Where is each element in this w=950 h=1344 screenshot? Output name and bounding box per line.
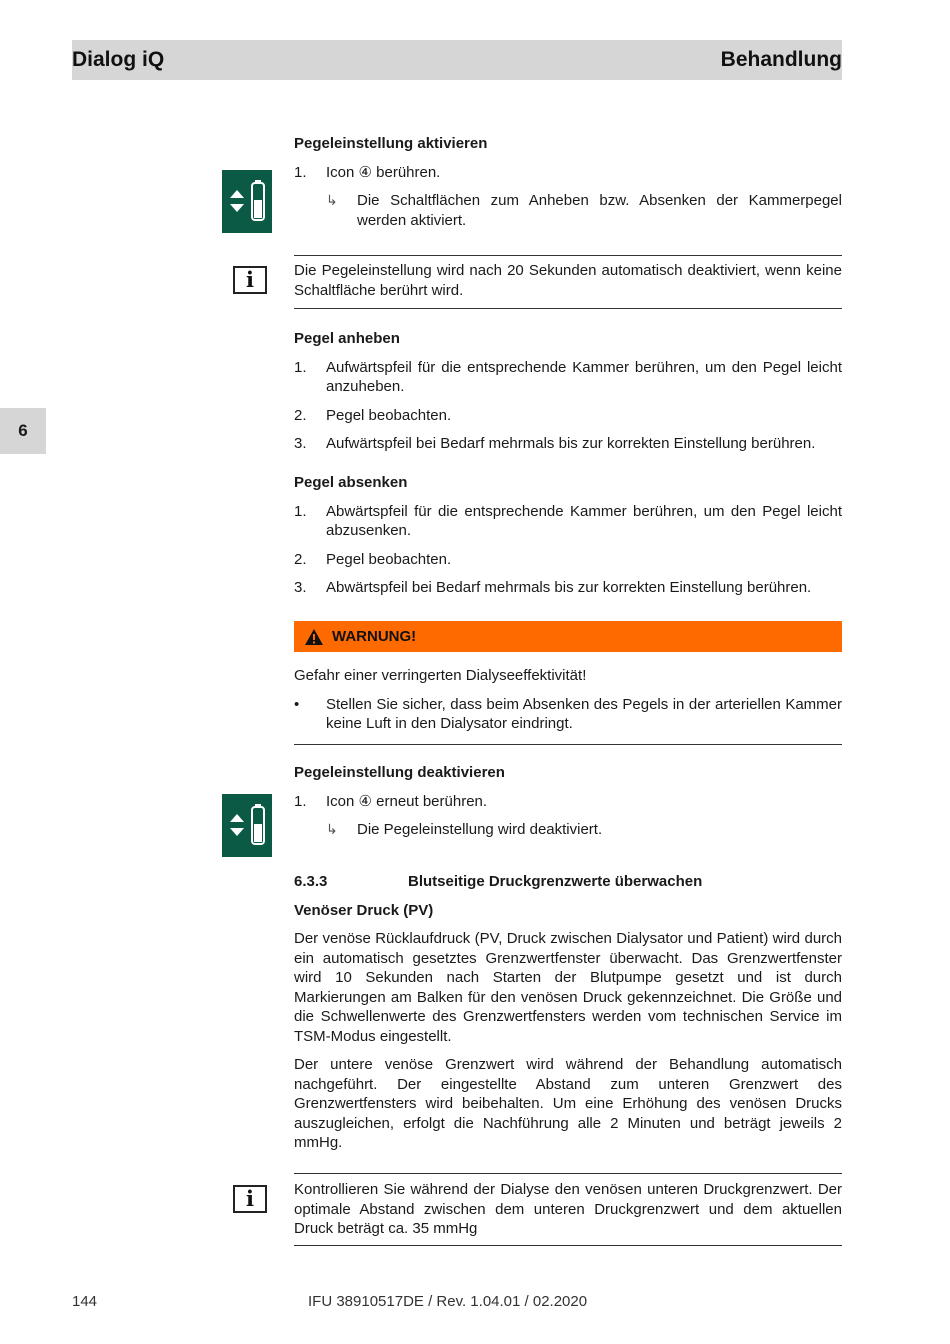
step-result <box>294 191 842 230</box>
warning-triangle-icon <box>304 628 324 646</box>
result-arrow-icon: ↳ <box>326 821 338 837</box>
step-number: 1. <box>294 792 307 810</box>
info-note: Kontrollieren Sie während der Dialyse den venösen unteren Druckgrenzwert. Der optimale Abstand zwischen dem unteren Druckgrenzwert und dem aktuellen Druck beträgt ca. 35 mmHg <box>294 1181 842 1237</box>
step-number: 3. <box>294 579 307 596</box>
level-adjust-icon <box>222 170 272 233</box>
step-number: 2. <box>294 406 307 424</box>
step <box>294 358 842 397</box>
section-heading: Venöser Druck (PV) <box>294 901 434 919</box>
warning-measure-text: Stellen Sie sicher, dass beim Absenken des Pegels in der arteriellen Kammer keine Luft in den Dialysator eindringt. <box>326 695 842 732</box>
result-text: Die Schaltflächen zum Anheben bzw. Absenken der Kammerpegel werden aktiviert. <box>357 192 842 229</box>
chapter-tab: 6 <box>0 408 46 454</box>
section-heading: Pegel anheben <box>294 330 400 347</box>
warning-label: WARNUNG! <box>332 627 417 645</box>
step-number: 2. <box>294 550 307 568</box>
step-text: Icon ④ erneut berühren. <box>326 792 488 810</box>
divider <box>294 1173 842 1174</box>
bullet-icon: • <box>294 695 300 713</box>
subsection-number: 6.3.3 <box>294 873 328 890</box>
warning-measure <box>294 695 842 734</box>
step <box>294 434 842 454</box>
step <box>294 502 842 541</box>
step <box>294 792 842 812</box>
chapter-title: Behandlung <box>720 48 842 71</box>
subsection-title: Blutseitige Druckgrenzwerte überwachen <box>408 873 703 890</box>
divider <box>294 744 842 745</box>
divider <box>294 308 842 309</box>
step-text: Aufwärtspfeil bei Bedarf mehrmals bis zur korrekten Einstellung berühren. <box>326 435 816 452</box>
step-number: 1. <box>294 358 307 376</box>
section-heading: Pegeleinstellung deaktivieren <box>294 764 505 781</box>
section-heading: Pegeleinstellung aktivieren <box>294 135 488 152</box>
step-number: 1. <box>294 163 307 181</box>
step <box>294 578 842 598</box>
step-text: Pegel beobachten. <box>326 406 452 424</box>
step-text: Aufwärtspfeil für die entsprechende Kammer berühren, um den Pegel leicht anzuheben. <box>326 358 842 395</box>
manual-title: Dialog iQ <box>72 48 165 71</box>
paragraph: Der untere venöse Grenzwert wird während der Behandlung automatisch nachgeführt. Der eingestellte Abstand zum unteren Grenzwert des Grenzwertfensters wird beibehalten. Um eine Erhöhung des venösen Drucks auszugleichen, erfolgt die Nachführung alle 2 Minuten und beträgt jeweils 2 mmHg. <box>294 1056 842 1151</box>
section-heading: Pegel absenken <box>294 474 408 491</box>
level-adjust-icon <box>222 794 272 857</box>
step-result <box>294 820 842 840</box>
step-number: 1. <box>294 502 307 520</box>
step-number: 3. <box>294 435 307 452</box>
document-id: IFU 38910517DE / Rev. 1.04.01 / 02.2020 <box>308 1293 588 1310</box>
step-text: Abwärtspfeil für die entsprechende Kammer berühren, um den Pegel leicht abzusenken. <box>326 502 842 539</box>
divider <box>294 1245 842 1246</box>
divider <box>294 255 842 256</box>
step-text: Icon ④ berühren. <box>326 163 441 181</box>
result-arrow-icon: ↳ <box>326 192 338 208</box>
info-note: Die Pegeleinstellung wird nach 20 Sekunden automatisch deaktiviert, wenn keine Schaltfläche berührt wird. <box>294 262 842 299</box>
subsection-heading <box>294 872 842 892</box>
step-text: Pegel beobachten. <box>326 550 452 568</box>
paragraph: Der venöse Rücklaufdruck (PV, Druck zwischen Dialysator und Patient) wird durch ein automatisch gesetztes Grenzwertfenster überwacht. Das Grenzwertfenster wird 10 Sekunden nach Starten der Blutpumpe gesetzt und ist durch Markierungen am Balken für den venösen Druck gekennzeichnet. Die Größe und die Schwellenwerte des Grenzwertfensters werden vom technischen Service im TSM-Modus eingestellt. <box>294 930 842 1045</box>
warning-hazard: Gefahr einer verringerten Dialyseeffektivität! <box>294 667 587 684</box>
info-icon: i <box>233 1185 267 1213</box>
info-icon: i <box>233 266 267 294</box>
step-text: Abwärtspfeil bei Bedarf mehrmals bis zur korrekten Einstellung berühren. <box>326 579 812 596</box>
step <box>294 163 842 183</box>
result-text: Die Pegeleinstellung wird deaktiviert. <box>357 821 603 838</box>
step <box>294 406 842 426</box>
warning-banner <box>294 621 842 652</box>
page-number: 144 <box>72 1293 98 1310</box>
step <box>294 550 842 570</box>
page-header <box>72 40 842 80</box>
